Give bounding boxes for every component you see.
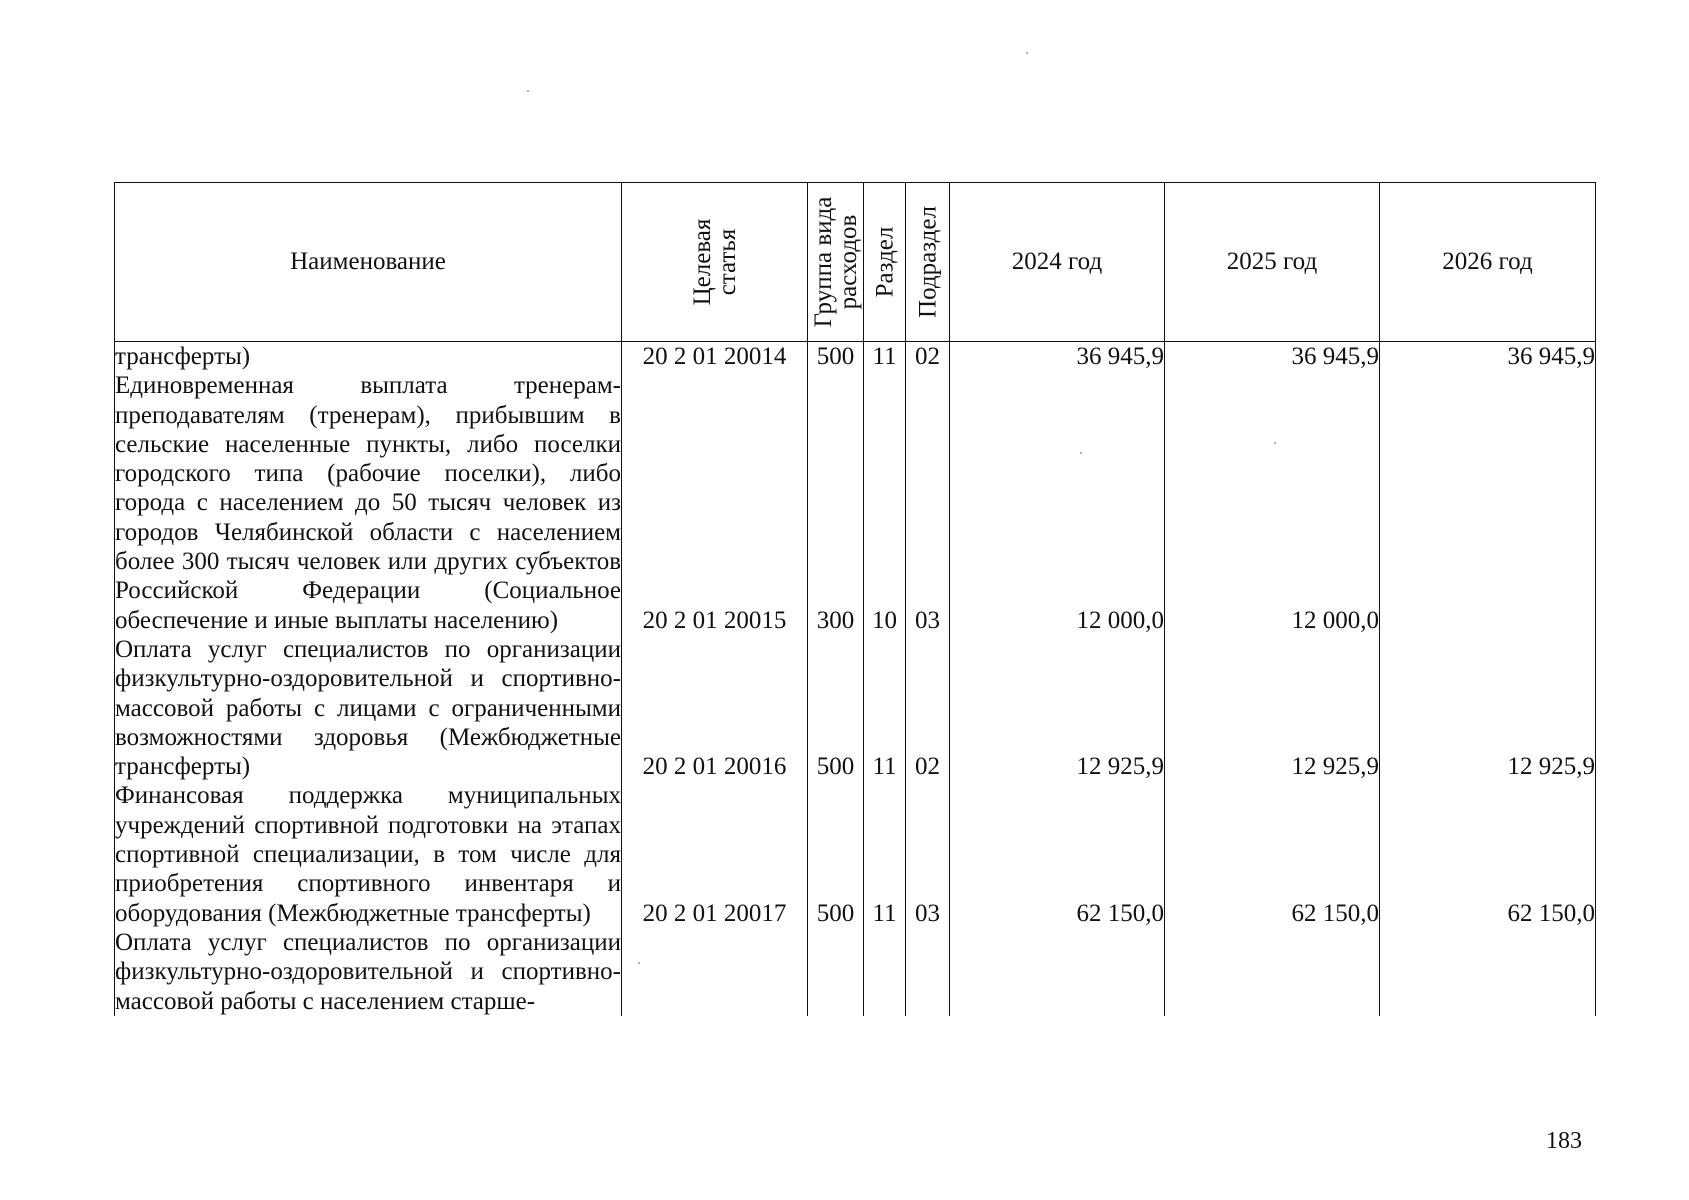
header-target-article-line2: статья (713, 228, 741, 296)
row-subsection: 03 (906, 371, 950, 635)
scan-speck (527, 90, 529, 92)
header-target-article (622, 183, 808, 342)
row-name: Финансовая поддержка муниципальных учреждений спортивной подготовки на этапах спортивной специализации, в том числе для приобретения спортивного инвентаря и оборудования (Межбюджетные трансферты) (115, 782, 621, 927)
row-2024: 62 150,0 (950, 781, 1165, 927)
row-2025 (1165, 928, 1380, 1016)
row-section: 10 (864, 371, 906, 635)
row-2024 (950, 928, 1165, 1016)
page-number: 183 (1546, 1128, 1582, 1154)
row-group: 500 (808, 342, 864, 372)
row-section: 11 (864, 342, 906, 372)
table-row (115, 928, 1596, 1016)
row-group (808, 928, 864, 1016)
row-code: 20 2 01 20016 (622, 635, 808, 781)
row-code: 20 2 01 20017 (622, 781, 808, 927)
row-code: 20 2 01 20015 (622, 371, 808, 635)
row-code (622, 928, 808, 1016)
header-target-article-line1: Целевая (688, 218, 716, 306)
row-subsection: 02 (906, 635, 950, 781)
row-group: 500 (808, 781, 864, 927)
row-2024: 36 945,9 (950, 342, 1165, 372)
scan-speck (1026, 52, 1028, 54)
scan-speck (1080, 452, 1082, 454)
header-2025: 2025 год (1165, 183, 1380, 342)
scan-speck (1274, 442, 1276, 444)
header-name: Наименование (115, 183, 622, 342)
row-2025: 62 150,0 (1165, 781, 1380, 927)
header-expense-group-line1: Группа вида (809, 196, 837, 328)
header-2024: 2024 год (950, 183, 1165, 342)
row-name: трансферты) (115, 342, 622, 372)
budget-table (114, 182, 1596, 1016)
header-expense-group (808, 183, 864, 342)
row-name: Единовременная выплата тренерам-преподавателям (тренерам), прибывшим в сельские населенные пункты, либо поселки городского типа (рабочие поселки), либо города с населением до 50 тысяч человек из городов Челябинской области с населением более 300 тысяч человек или других субъектов Российской Федерации (Социальное обеспечение и иные выплаты населению) (115, 372, 621, 634)
row-section: 11 (864, 635, 906, 781)
row-section (864, 928, 906, 1016)
row-2026 (1380, 928, 1596, 1016)
row-2026: 12 925,9 (1380, 635, 1596, 781)
header-subsection-label: Подраздел (914, 206, 941, 318)
header-section-label: Раздел (871, 226, 898, 298)
header-section (864, 183, 906, 342)
row-group: 300 (808, 371, 864, 635)
row-subsection (906, 928, 950, 1016)
header-subsection (906, 183, 950, 342)
header-expense-group-line2: расходов (834, 214, 862, 310)
row-subsection: 02 (906, 342, 950, 372)
table-row (115, 371, 1596, 635)
table-row (115, 781, 1596, 927)
row-section: 11 (864, 781, 906, 927)
header-2026: 2026 год (1380, 183, 1596, 342)
table-header-row (115, 183, 1596, 342)
row-2025: 36 945,9 (1165, 342, 1380, 372)
row-code: 20 2 01 20014 (622, 342, 808, 372)
scan-speck (638, 962, 640, 964)
row-2024: 12 000,0 (950, 371, 1165, 635)
table-row (115, 342, 1596, 372)
row-name: Оплата услуг специалистов по организации физкультурно-оздоровительной и спортивно-массовой работы с лицами с ограниченными возможностями здоровья (Межбюджетные трансферты) (115, 635, 621, 781)
table-row (115, 635, 1596, 781)
row-group: 500 (808, 635, 864, 781)
row-2026: 62 150,0 (1380, 781, 1596, 927)
row-2026 (1380, 371, 1596, 635)
row-name: Оплата услуг специалистов по организации физкультурно-оздоровительной и спортивно-массовой работы с населением старше- (115, 928, 621, 1015)
row-2024: 12 925,9 (950, 635, 1165, 781)
row-subsection: 03 (906, 781, 950, 927)
row-2025: 12 925,9 (1165, 635, 1380, 781)
row-2026: 36 945,9 (1380, 342, 1596, 372)
row-2025: 12 000,0 (1165, 371, 1380, 635)
